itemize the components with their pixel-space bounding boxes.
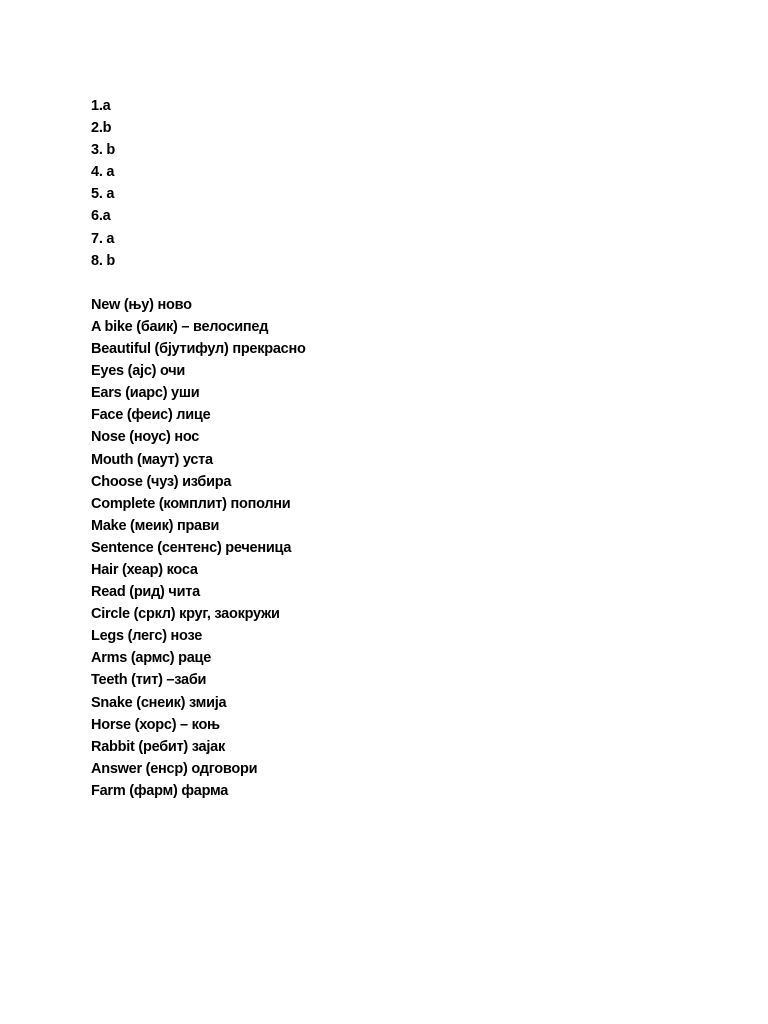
vocabulary-item: Teeth (тит) –заби bbox=[91, 672, 207, 689]
answer-key-list bbox=[91, 95, 711, 272]
answer-item: 7. a bbox=[91, 230, 115, 247]
vocabulary-item: Answer (енср) одговори bbox=[91, 760, 258, 777]
vocabulary-item: Horse (хорс) – коњ bbox=[91, 716, 220, 733]
answer-item: 5. a bbox=[91, 186, 115, 203]
vocabulary-list bbox=[91, 294, 711, 802]
vocabulary-item: Mouth (маут) уста bbox=[91, 451, 213, 468]
vocabulary-item: Ears (иарс) уши bbox=[91, 385, 200, 402]
vocabulary-item: Face (феис) лице bbox=[91, 407, 211, 424]
blank-line bbox=[91, 272, 711, 294]
vocabulary-item: Snake (снеик) змија bbox=[91, 694, 227, 711]
answer-item: 1.a bbox=[91, 98, 111, 114]
vocabulary-item: Beautiful (бјутифул) прекрасно bbox=[91, 341, 306, 358]
document-body bbox=[91, 95, 711, 802]
vocabulary-item: Rabbit (ребит) зајак bbox=[91, 738, 225, 755]
answer-item: 6.a bbox=[91, 208, 111, 225]
answer-item: 4. a bbox=[91, 164, 115, 181]
answer-item: 3. b bbox=[91, 142, 115, 159]
vocabulary-item: A bike (баик) – велосипед bbox=[91, 318, 269, 335]
vocabulary-item: Complete (комплит) пополни bbox=[91, 495, 291, 512]
vocabulary-item: New (њу) ново bbox=[91, 296, 192, 313]
vocabulary-item: Legs (легс) нозе bbox=[91, 628, 203, 645]
vocabulary-item: Circle (сркл) круг, заокружи bbox=[91, 606, 280, 623]
vocabulary-item: Sentence (сентенс) реченица bbox=[91, 539, 292, 556]
answer-item: 2.b bbox=[91, 120, 112, 137]
vocabulary-item: Read (рид) чита bbox=[91, 584, 200, 601]
vocabulary-item: Farm (фарм) фарма bbox=[91, 782, 229, 799]
vocabulary-item: Make (меик) прави bbox=[91, 517, 220, 534]
vocabulary-item: Hair (хеар) коса bbox=[91, 561, 198, 578]
vocabulary-item: Nose (ноус) нос bbox=[91, 429, 200, 446]
vocabulary-item: Choose (чуз) избира bbox=[91, 473, 232, 490]
answer-item: 8. b bbox=[91, 252, 115, 269]
vocabulary-item: Eyes (ајс) очи bbox=[91, 363, 186, 380]
vocabulary-item: Arms (армс) раце bbox=[91, 650, 212, 667]
